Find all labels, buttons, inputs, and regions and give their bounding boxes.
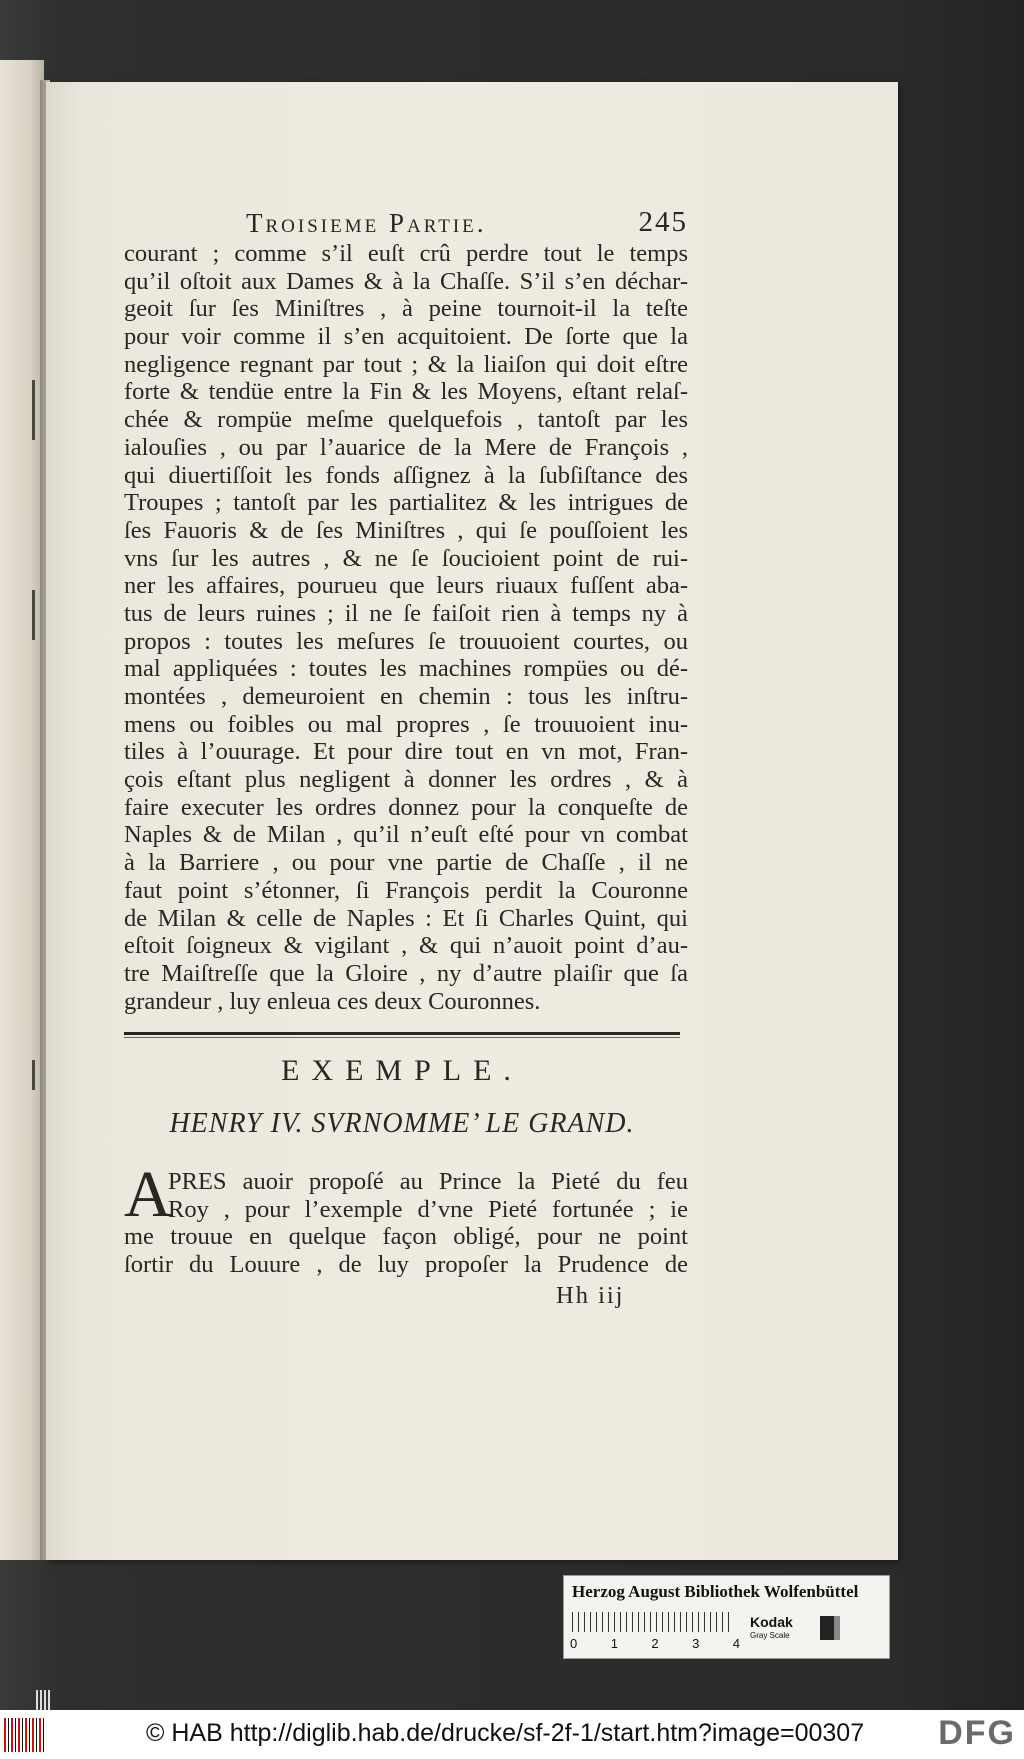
body-text — [124, 240, 688, 1015]
text-line: mal appliquées : toutes les machines rompües ou dé- — [124, 655, 688, 683]
text-line: forte & tendüe entre la Fin & les Moyens, eſtant relaſ- — [124, 378, 688, 406]
text-line: faut point s’étonner, ſi François perdit la Couronne — [124, 876, 688, 904]
kodak-brand: Kodak — [750, 1614, 793, 1630]
footer-credit-link[interactable]: © HAB http://diglib.hab.de/drucke/sf-2f-1/start.htm?image=00307 — [146, 1719, 865, 1747]
running-head-title: Troisieme Partie. — [246, 208, 487, 238]
text-line: de Milan & celle de Naples : Et ſi Charles Quint, qui — [124, 904, 688, 932]
section-subheading: HENRY IV. SVRNOMME’ LE GRAND. — [169, 1108, 635, 1139]
intro-text — [124, 1158, 688, 1279]
text-line: courant ; comme s’il euſt crû perdre tout le temps — [124, 240, 688, 267]
text-line: grandeur , luy enleua ces deux Couronnes. — [124, 987, 541, 1015]
ruler-number: 1 — [610, 1636, 618, 1651]
edge-mark — [32, 590, 35, 640]
text-line: Troupes ; tantoſt par les partialitez & les intrigues de — [124, 489, 688, 517]
text-line: mens ou foibles ou mal propres , ſe trouuoient inu- — [124, 710, 688, 738]
text-line: negligence regnant par tout ; & la liaiſon qui doit eſtre — [124, 350, 688, 378]
gray-scale-label: Gray Scale — [750, 1631, 790, 1640]
gray-patch — [820, 1616, 840, 1640]
barcode-icon — [4, 1718, 44, 1752]
text-line: faire executer les ordres donnez pour la conqueſte de — [124, 793, 688, 821]
ruler-number: 2 — [651, 1636, 659, 1651]
text-line: ialouſies , ou par l’auarice de la Mere de François , — [124, 433, 688, 461]
ruler-number: 3 — [692, 1636, 700, 1651]
running-head — [246, 206, 688, 242]
signature-mark: Hh iij — [556, 1282, 625, 1309]
text-line: ſes Fauoris & de ſes Miniſtres , qui ſe pouſſoient les — [124, 516, 688, 544]
page-number: 245 — [638, 206, 688, 238]
text-line: tre Maiſtreſſe que la Gloire , ny d’autre plaiſir que ſa — [124, 959, 688, 987]
text-line: qui diuertiſſoit les fonds aſſignez à la ſubſiſtance des — [124, 461, 688, 489]
drop-cap: A — [124, 1158, 172, 1231]
facing-page-edge — [0, 60, 44, 1560]
text-line: tus de leurs ruines ; il ne ſe faiſoit rien à temps ny à — [124, 599, 688, 627]
text-line: à la Barriere , ou pour vne partie de Chaſſe , il ne — [124, 849, 688, 877]
ruler-numbers — [570, 1636, 740, 1651]
text-line: qu’il oſtoit aux Dames & à la Chaſſe. S’il s’en déchar- — [124, 267, 688, 295]
footer-bar — [0, 1710, 1024, 1759]
dfg-logo: DFG — [938, 1714, 1016, 1752]
intro-line: ſortir du Louure , de luy propoſer la Prudence de — [124, 1251, 688, 1279]
text-line: vns ſur les autres , & ne ſe ſoucioient point de rui- — [124, 544, 688, 572]
text-line: geoit ſur ſes Miniſtres , à peine tournoit-il la teſte — [124, 295, 688, 323]
section-rule — [124, 1032, 680, 1035]
intro-line: PRES auoir propoſé au Prince la Pieté du feu — [168, 1168, 688, 1195]
text-line: chée & rompüe meſme quelquefois , tantoſt par les — [124, 406, 688, 434]
ruler-scale — [572, 1612, 732, 1632]
text-line: çois eſtant plus negligent à donner les ordres , & à — [124, 766, 688, 794]
film-marks — [36, 1690, 52, 1710]
edge-mark — [32, 380, 35, 440]
text-line: pour voir comme il s’en acquitoient. De ſorte que la — [124, 323, 688, 351]
intro-line: Roy , pour l’exemple d’vne Pieté fortunée ; ie — [168, 1195, 688, 1223]
edge-mark — [32, 1060, 35, 1090]
section-heading: EXEMPLE. — [281, 1054, 523, 1087]
library-name: Herzog August Bibliothek Wolfenbüttel — [572, 1582, 859, 1601]
library-label-card — [563, 1575, 890, 1659]
text-line: tiles à l’ouurage. Et pour dire tout en vn mot, Fran- — [124, 738, 688, 766]
intro-line: me trouue en quelque façon obligé, pour ne point — [124, 1223, 688, 1251]
text-line: eſtoit ſoigneux & vigilant , & qui n’auoit point d’au- — [124, 932, 688, 960]
text-line: Naples & de Milan , qu’il n’euſt eſté pour vn combat — [124, 821, 688, 849]
ruler-number: 0 — [570, 1636, 578, 1651]
text-line: propos : toutes les meſures ſe trouuoient courtes, ou — [124, 627, 688, 655]
ruler-number: 4 — [732, 1636, 740, 1651]
text-line: montées , demeuroient en chemin : tous les inſtru- — [124, 683, 688, 710]
text-line: ner les affaires, pourueu que leurs riuaux fuſſent aba- — [124, 572, 688, 600]
